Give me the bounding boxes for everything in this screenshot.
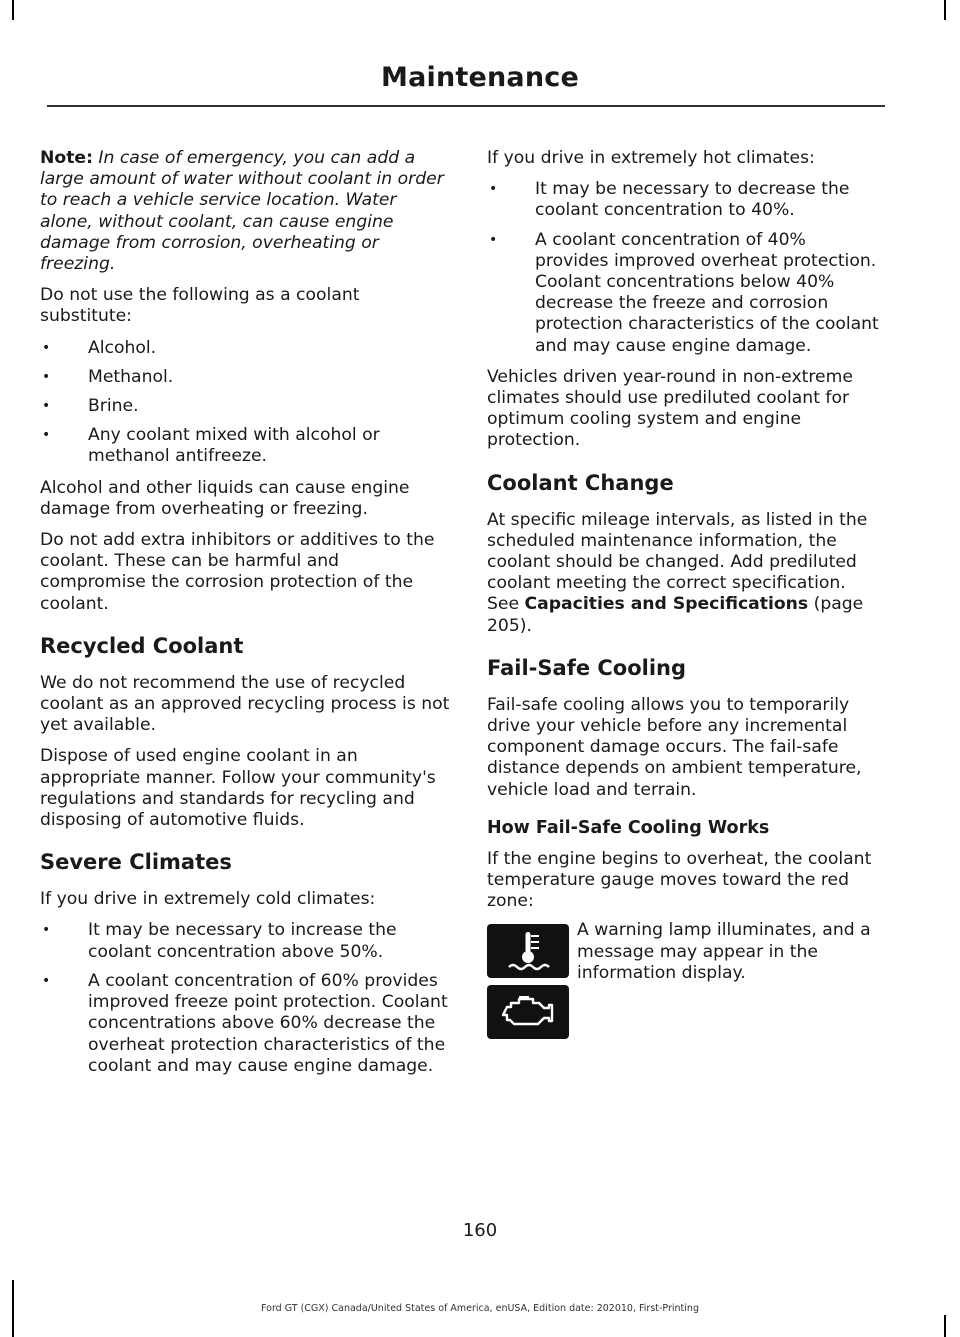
inhibitors-paragraph: Do not add extra inhibitors or additives to the coolant. These can be harmful and compromise the corrosion protection of the coolant. xyxy=(40,530,435,614)
prediluted-paragraph: Vehicles driven year-round in non-extreme climates should use prediluted coolant for optimum cooling system and engine protection. xyxy=(487,366,853,451)
footer-edition-info: Ford GT (CGX) Canada/United States of America, enUSA, Edition date: 202010, First-Printing xyxy=(261,1303,699,1314)
page-header-title: Maintenance xyxy=(381,62,579,93)
recycled-paragraph-2: Dispose of used engine coolant in an appropriate manner. Follow your community's regulations and standards for recycling and disposing of automotive fluids. xyxy=(40,746,436,831)
right-column xyxy=(487,148,882,1039)
note-label: Note: xyxy=(40,148,93,168)
page-number: 160 xyxy=(462,1220,498,1241)
list-item: • It may be necessary to decrease the coolant concentration to 40%. xyxy=(487,179,882,221)
hot-intro: If you drive in extremely hot climates: xyxy=(487,148,815,168)
fail-safe-cooling-heading: Fail-Safe Cooling xyxy=(487,655,687,680)
check-engine-icon xyxy=(487,985,569,1039)
crop-mark-top-right xyxy=(944,0,946,20)
header-divider xyxy=(47,105,885,107)
list-item: • A coolant concentration of 40% provides improved overheat protection. Coolant concentrations below 40% decrease the freeze and corrosion protection characteristics of the coolant and may cause engine damage. xyxy=(487,230,882,357)
coolant-change-paragraph xyxy=(487,510,882,637)
hot-list xyxy=(487,179,882,357)
recycled-coolant-heading: Recycled Coolant xyxy=(40,633,244,658)
warning-lamp-block xyxy=(487,920,882,1039)
capacities-link[interactable]: Capacities and Specifications xyxy=(524,594,809,615)
change-page-ref: (page 205). xyxy=(487,594,864,636)
left-column xyxy=(40,148,450,1087)
list-item: • Any coolant mixed with alcohol or methanol antifreeze. xyxy=(40,425,450,467)
substitute-list xyxy=(40,338,450,468)
list-item: • Methanol. xyxy=(40,367,450,388)
list-item: • Alcohol. xyxy=(40,338,450,359)
list-item: • Brine. xyxy=(40,396,450,417)
substitute-intro: Do not use the following as a coolant substitute: xyxy=(40,285,360,327)
coolant-change-heading: Coolant Change xyxy=(487,470,674,495)
list-item: • It may be necessary to increase the coolant concentration above 50%. xyxy=(40,920,450,962)
how-paragraph: If the engine begins to overheat, the coolant temperature gauge moves toward the red zone: xyxy=(487,848,872,912)
coolant-temperature-warning-icon xyxy=(487,924,569,978)
cold-list xyxy=(40,920,450,1076)
note-text: In case of emergency, you can add a large amount of water without coolant in order to reach a vehicle service location. Water alone, without coolant, can cause engine damage from corrosion, overheating or freezing. xyxy=(40,148,444,275)
severe-climates-heading: Severe Climates xyxy=(40,850,232,875)
list-item: • A coolant concentration of 60% provides improved freeze point protection. Coolant concentrations above 60% decrease the overheat protection characteristics of the coolant and may cause engine damage. xyxy=(40,971,450,1077)
cold-intro: If you drive in extremely cold climates: xyxy=(40,889,376,910)
how-fail-safe-heading: How Fail-Safe Cooling Works xyxy=(487,817,770,838)
crop-mark-bottom-right xyxy=(944,1315,946,1337)
liquids-paragraph: Alcohol and other liquids can cause engine damage from overheating or freezing. xyxy=(40,477,410,519)
crop-mark-top-left xyxy=(12,0,14,20)
note-paragraph xyxy=(40,148,450,275)
fail-safe-paragraph: Fail-safe cooling allows you to temporarily drive your vehicle before any incremental component damage occurs. The fail-safe distance depends on ambient temperature, vehicle load and terrain. xyxy=(487,694,862,800)
recycled-paragraph-1: We do not recommend the use of recycled coolant as an approved recycling process is not yet available. xyxy=(40,672,450,736)
warning-lamp-text: A warning lamp illuminates, and a message may appear in the information display. xyxy=(577,920,871,983)
change-text: At specific mileage intervals, as listed in the scheduled maintenance information, the coolant should be changed. Add prediluted coolant meeting the correct specification. See xyxy=(487,509,868,615)
